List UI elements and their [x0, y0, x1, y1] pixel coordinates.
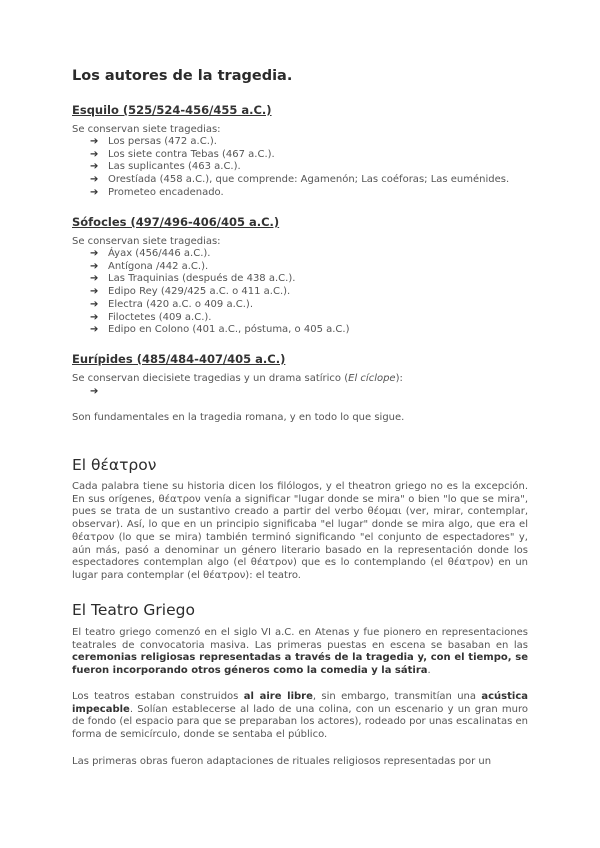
arrow-icon: ➔ — [90, 273, 99, 285]
list-item: ➔ Antígona /442 a.C.). — [90, 260, 209, 272]
arrow-icon: ➔ — [90, 260, 99, 272]
arrow-icon: ➔ — [90, 136, 99, 147]
italic-title: El cíclope — [348, 373, 396, 384]
list-item: ➔ Las Traquinias (después de 438 a.C.). — [90, 273, 296, 285]
list-item: ➔ Los persas (472 a.C.). — [90, 136, 217, 147]
list-item: ➔ Prometeo encadenado. — [90, 186, 224, 198]
author-heading-euripides: Eurípides (485/484-407/405 a.C.) — [72, 352, 286, 366]
bold-text: al aire libre — [243, 691, 313, 702]
page-title: Los autores de la tragedia. — [72, 68, 293, 84]
list-item: ➔ Edipo en Colono (401 a.C., póstuma, o 405 a.C.) — [90, 324, 350, 336]
section-heading-theatron: El θέατρον — [72, 456, 157, 474]
works-list-sofocles — [90, 248, 349, 337]
roman-note: Son fundamentales en la tragedia romana, y en todo lo que sigue. — [72, 412, 405, 423]
list-item: ➔ Electra (420 a.C. o 409 a.C.). — [90, 298, 254, 310]
section-heading-teatro-griego: El Teatro Griego — [72, 601, 195, 619]
teatro-griego-paragraph-3: Las primeras obras fueron adaptaciones de rituales religiosos representadas por un — [72, 756, 492, 767]
arrow-icon: ➔ — [90, 186, 99, 198]
author-heading-sofocles: Sófocles (497/496-406/405 a.C.) — [72, 215, 280, 229]
list-item: ➔ Orestíada (458 a.C.), que comprende: Agamenón; Las coéforas; Las euménides. — [90, 174, 510, 186]
author-intro-sofocles: Se conservan siete tragedias: — [72, 236, 221, 247]
list-item: ➔ Los siete contra Tebas (467 a.C.). — [90, 148, 275, 160]
works-list-esquilo — [90, 136, 509, 200]
list-item: ➔ Edipo Rey (429/425 a.C. o 411 a.C.). — [90, 286, 291, 298]
author-intro-esquilo: Se conservan siete tragedias: — [72, 124, 221, 135]
list-item: ➔ Filoctetes (409 a.C.). — [90, 311, 212, 323]
arrow-icon: ➔ — [90, 286, 99, 298]
works-list-euripides — [90, 386, 108, 399]
arrow-icon: ➔ — [90, 311, 99, 323]
arrow-icon: ➔ — [90, 148, 99, 160]
list-item — [90, 386, 108, 399]
author-heading-esquilo: Esquilo (525/524-456/455 a.C.) — [72, 103, 272, 117]
arrow-icon: ➔ — [90, 298, 99, 310]
arrow-icon: ➔ — [90, 174, 99, 186]
list-item: ➔ Las suplicantes (463 a.C.). — [90, 161, 241, 173]
arrow-icon: ➔ — [90, 324, 99, 336]
theatron-paragraph: Cada palabra tiene su historia dicen los filólogos, y el theatron griego no es la excepción. En sus orígenes, θέατρον venía a significar "lugar donde se mira" o bien "lo que se mira", pues se trata de un sustantivo creado a partir del verbo θέομαι (ver, mirar, contemplar, observar). Así, lo que en un principio significaba "el lugar" donde se mira algo, que era el θέατρον (lo que se mira) también terminó significando "el conjunto de espectadores" y, aún más, pasó a denominar un género literario basado en la representación donde los espectadores contemplan algo (el θέατρον) que es lo contemplando (el θέατρον) en un lugar para contemplar (el θέατρον): el teatro. — [72, 481, 528, 581]
arrow-icon: ➔ — [90, 161, 99, 173]
bold-text: acústica impecable — [72, 691, 529, 715]
bold-text: ceremonias religiosas representadas a través de la tragedia y, con el tiempo, se fueron incorporando otros géneros como la comedia y la sátira — [72, 652, 528, 677]
teatro-griego-paragraph-2: Los teatros estaban construidos al aire libre, sin embargo, transmitían una acústica impecable. Solían establecerse al lado de una colina, con un escenario y un gran muro de fondo (el espacio para que se preparaban los actores), rodeado por unas escalinatas en forma de semicírculo, donde se sentaba el público. — [72, 691, 529, 741]
arrow-icon: ➔ — [90, 248, 99, 259]
teatro-griego-paragraph-1: El teatro griego comenzó en el siglo VI a.C. en Atenas y fue pionero en representaciones teatrales de convocatoria masiva. Las primeras puestas en escena se basaban en las ceremonias religiosas representadas a través de la tragedia y, con el tiempo, se fueron incorporando otros géneros como la comedia y la sátira. — [72, 627, 528, 677]
author-intro-euripides: Se conservan diecisiete tragedias y un drama satírico (El cíclope): — [72, 373, 403, 384]
arrow-icon: ➔ — [90, 386, 99, 397]
list-item: ➔ Áyax (456/446 a.C.). — [90, 248, 211, 259]
